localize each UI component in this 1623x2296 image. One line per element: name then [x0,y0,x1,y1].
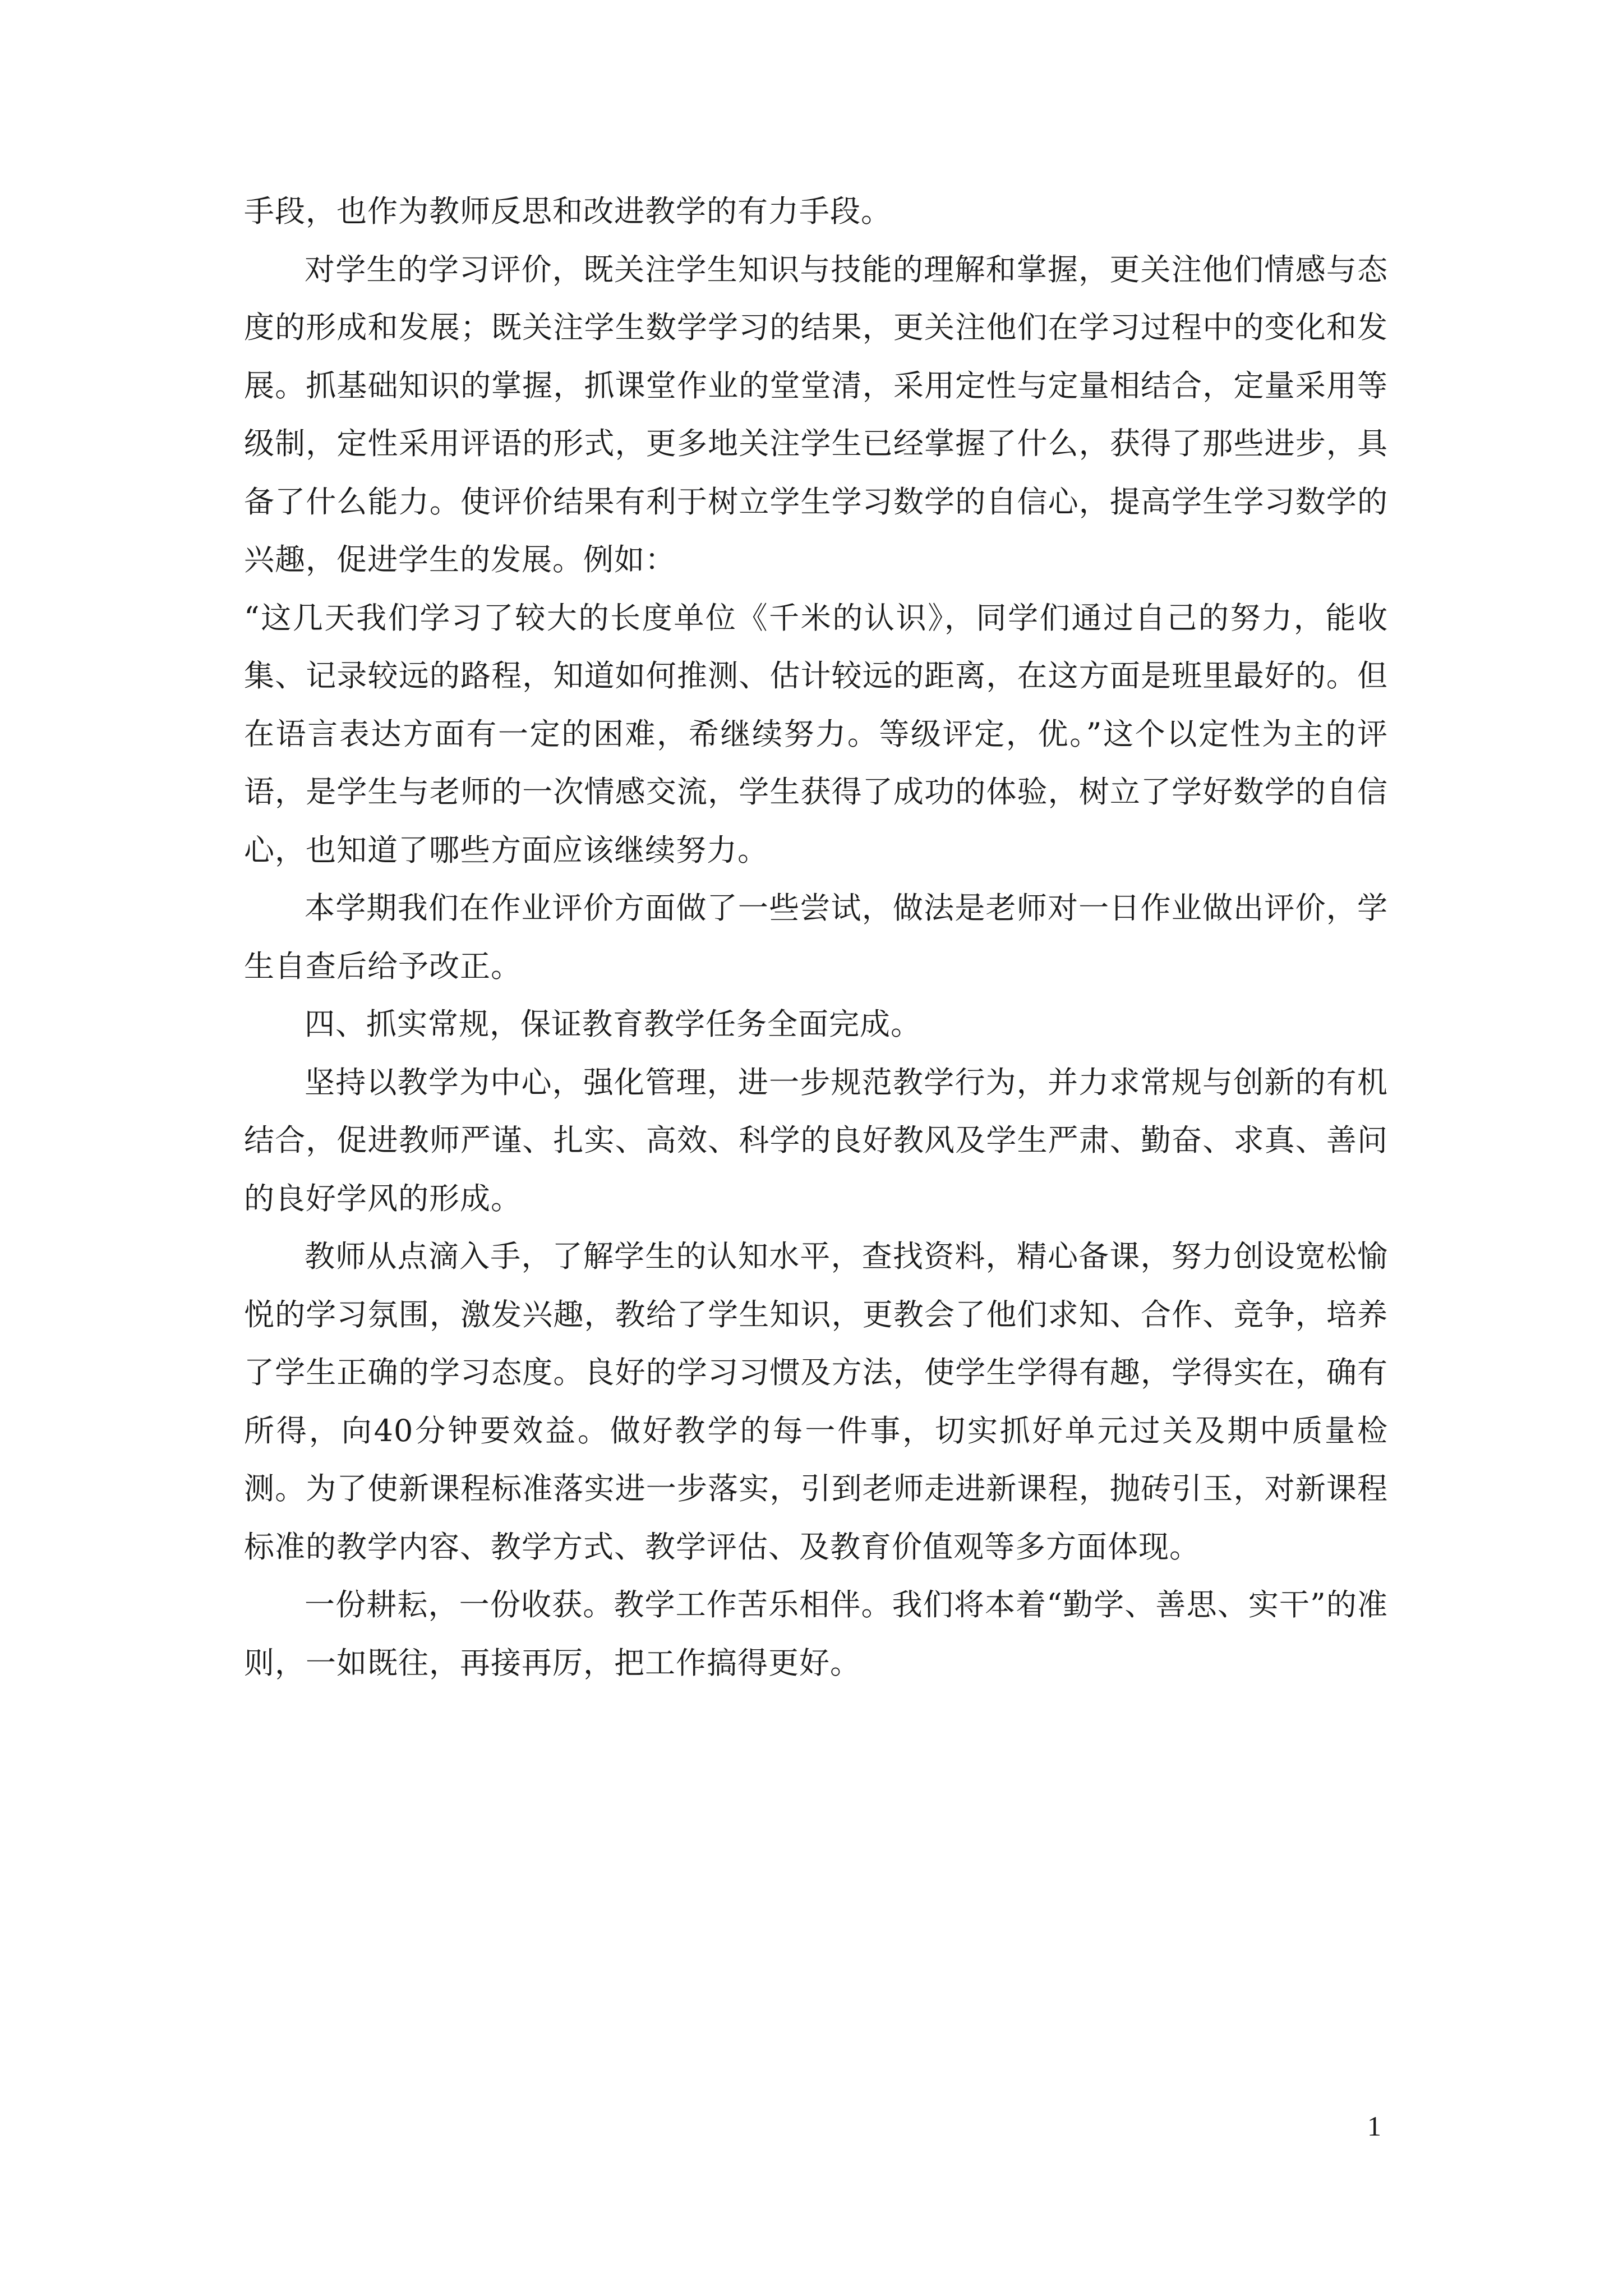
paragraph: 教师从点滴入手，了解学生的认知水平，查找资料，精心备课，努力创设宽松愉悦的学习氛围，激发兴趣，教给了学生知识，更教会了他们求知、合作、竞争，培养了学生正确的学习态度。良好的学习习惯及方法，使学生学得有趣，学得实在，确有所得，向40分钟要效益。做好教学的每一件事，切实抓好单元过关及期中质量检测。为了使新课程标准落实进一步落实，引到老师走进新课程，抛砖引玉，对新课程标准的教学内容、教学方式、教学评估、及教育价值观等多方面体现。 [244,1239,1388,1565]
paragraph: 手段，也作为教师反思和改进教学的有力手段。 [244,194,892,229]
section-heading: 四、抓实常规，保证教育教学任务全面完成。 [305,1006,921,1042]
paragraph: 对学生的学习评价，既关注学生知识与技能的理解和掌握，更关注他们情感与态度的形成和发展；既关注学生数学学习的结果，更关注他们在学习过程中的变化和发展。抓基础知识的掌握，抓课堂作业的堂堂清，采用定性与定量相结合，定量采用等级制，定性采用评语的形式，更多地关注学生已经掌握了什么，获得了那些进步，具备了什么能力。使评价结果有利于树立学生学习数学的自信心，提高学生学习数学的兴趣，促进学生的发展。例如： [244,251,1388,577]
paragraph: 本学期我们在作业评价方面做了一些尝试，做法是老师对一日作业做出评价，学生自查后给予改正。 [244,890,1388,984]
document-body [244,182,1388,1692]
paragraph: 一份耕耘，一份收获。教学工作苦乐相伴。我们将本着“勤学、善思、实干”的准则，一如既往，再接再厉，把工作搞得更好。 [244,1587,1388,1681]
paragraph: “这几天我们学习了较大的长度单位《千米的认识》，同学们通过自己的努力，能收集、记录较远的路程，知道如何推测、估计较远的距离，在这方面是班里最好的。但在语言表达方面有一定的困难，希继续努力。等级评定，优。”这个以定性为主的评语，是学生与老师的一次情感交流，学生获得了成功的体验，树立了学好数学的自信心，也知道了哪些方面应该继续努力。 [244,600,1388,868]
paragraph: 坚持以教学为中心，强化管理，进一步规范教学行为，并力求常规与创新的有机结合，促进教师严谨、扎实、高效、科学的良好教风及学生严肃、勤奋、求真、善问的良好学风的形成。 [244,1064,1388,1216]
page-number: 1 [1367,2110,1381,2142]
